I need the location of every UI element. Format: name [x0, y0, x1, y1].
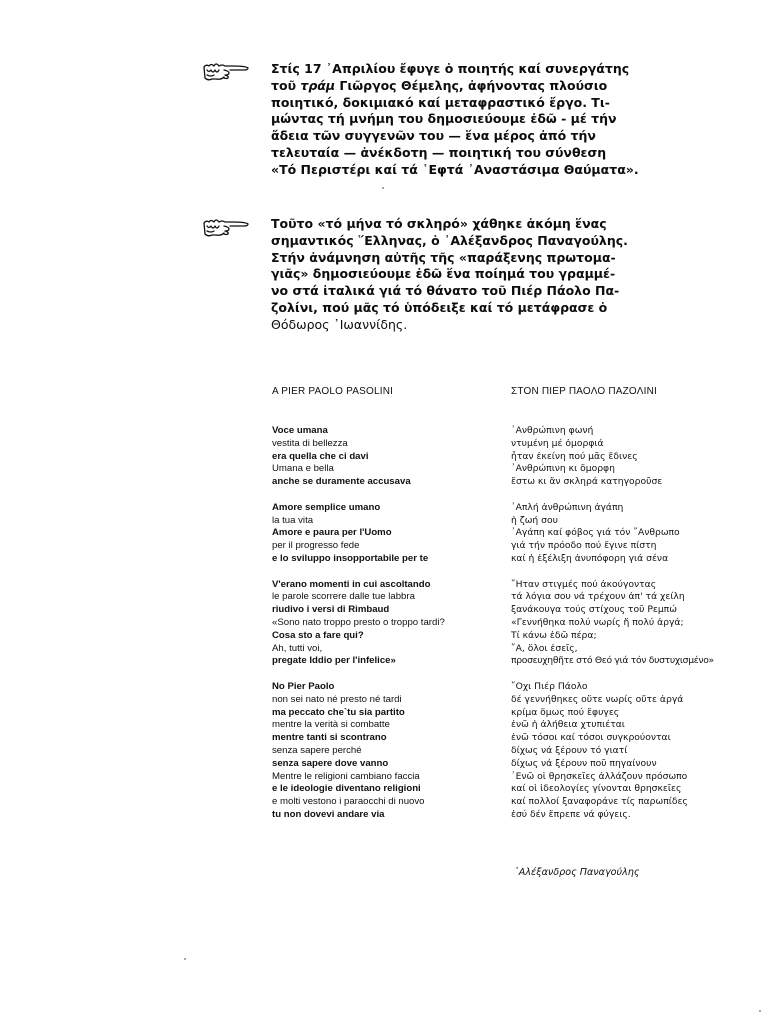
notice-line: Τοῦτο «τό μήνα τό σκληρό» χάθηκε ἀκόμη ἕνας: [271, 216, 607, 231]
notice-line: Στίς 17 ᾿Απριλίου ἔφυγε ὁ ποιητής καί συνεργάτης: [271, 61, 630, 76]
verse-line: ᾿Ενῶ οἱ θρησκεῖες ἀλλάζουν πρόσωπο: [511, 770, 688, 782]
verse-line: Mentre le religioni cambiano faccia: [272, 770, 420, 782]
verse-line: ντυμένη μέ ὀμορφιά: [511, 437, 604, 449]
verse-line: senza sapere dove vanno: [272, 757, 389, 769]
greek-poem: [511, 425, 714, 835]
notice-panagoulis: [271, 216, 641, 334]
magazine-name: τράμ: [300, 77, 336, 93]
italian-poem-title: A PIER PAOLO PASOLINI: [272, 386, 394, 397]
notice-line: Στήν ἀνάμνηση αὐτῆς τῆς «παράξενης πρωτομα-: [271, 249, 616, 265]
italian-poem: [272, 425, 445, 835]
verse-line: ἡ ζωή σου: [511, 514, 558, 526]
verse-line: ῎Ηταν στιγμές πού ἀκούγοντας: [511, 578, 657, 590]
verse-line: δέ γεννήθηκες οὔτε νωρίς οὔτε ἀργά: [511, 693, 684, 705]
verse-line: e molti vestono i paraocchi di nuovo: [272, 796, 425, 808]
verse-line: mentre tanti si scontrano: [272, 732, 387, 744]
verse-line: riudivo i versi di Rimbaud: [272, 604, 390, 616]
poem-stanza: [272, 502, 445, 566]
verse-line: ἐνῶ τόσοι καί τόσοι συγκρούονται: [511, 732, 671, 744]
verse-line: Amore e paura per l'Uomo: [272, 527, 392, 539]
verse-line: Umana e bella: [272, 463, 334, 475]
verse-line: καί ἡ ἐξέλιξη ἀνυπόφορη γιά σένα: [511, 552, 669, 564]
verse-line: ᾿Ανθρώπινη κι ὄμορφη: [511, 463, 615, 475]
verse-line: le parole scorrere dalle tue labbra: [272, 591, 415, 603]
verse-line: καί πολλοί ξαναφοράνε τίς παρωπίδες: [511, 796, 688, 808]
author-signature: ᾿Αλέξανδρος Παναγούλης: [514, 867, 640, 878]
scan-speck: [382, 187, 384, 189]
verse-line: ξανάκουγα τούς στίχους τοῦ Ρεμπώ: [511, 604, 677, 616]
verse-line: ἐσύ δέν ἔπρεπε νά φύγεις.: [511, 808, 631, 820]
poem-stanza: [511, 425, 714, 489]
notice-line: γιᾶς» δημοσιεύουμε ἐδῶ ἕνα ποίημά του γραμμέ-: [271, 266, 616, 282]
notice-line: ζολίνι, πού μᾶς τό ὑπόδειξε καί τό μετάφρασε ὁ: [271, 299, 608, 315]
notice-line: Θόδωρος ᾿Ιωαννίδης.: [271, 316, 408, 332]
poem-stanza: [272, 579, 445, 669]
verse-line: γιά τήν πρόοδο πού ἔγινε πίστη: [511, 540, 657, 552]
scan-speck: [759, 1010, 761, 1012]
poem-stanza: [511, 681, 714, 822]
verse-line: era quella che ci davi: [272, 450, 369, 462]
verse-line: Voce umana: [272, 425, 328, 436]
verse-line: ῎Α, ὅλοι ἐσεῖς,: [511, 642, 578, 654]
verse-line: ἦταν ἐκείνη πού μᾶς ἔδινες: [511, 450, 638, 462]
verse-line: «Sono nato troppo presto o troppo tardi?: [272, 616, 445, 628]
notice-line: νο στά ἰταλικά γιά τό θάνατο τοῦ Πιέρ Πάολο Πα-: [271, 283, 620, 299]
verse-line: καί οἱ ἰδεολογίες γίνονται θρησκεῖες: [511, 783, 682, 795]
verse-line: «Γεννήθηκα πολύ νωρίς ἤ πολύ ἀργά;: [511, 616, 684, 628]
pointing-hand-icon: [202, 58, 250, 84]
pointing-hand-icon: [202, 214, 250, 240]
notice-text: [271, 216, 641, 334]
verse-line: προσευχηθῆτε στό Θεό γιά τόν δυστυχισμένο»: [511, 655, 714, 667]
verse-line: ῎Οχι Πιέρ Πάολο: [511, 680, 588, 692]
notice-line: «Τό Περιστέρι καί τά ῾Εφτά ᾿Αναστάσιμα Θαύματα».: [271, 161, 639, 177]
scan-speck: [184, 958, 186, 960]
notice-line: ἄδεια τῶν συγγενῶν του — ἕνα μέρος ἀπό τήν: [271, 128, 596, 144]
verse-line: tu non dovevi andare via: [272, 808, 385, 820]
verse-line: τά λόγια σου νά τρέχουν ἀπ' τά χείλη: [511, 591, 685, 603]
verse-line: Cosa sto a fare qui?: [272, 629, 364, 641]
verse-line: e le ideologie diventano religioni: [272, 783, 421, 795]
verse-line: ᾿Ανθρώπινη φωνή: [511, 425, 594, 436]
verse-line: anche se duramente accusava: [272, 476, 411, 488]
poem-stanza: [272, 681, 445, 822]
verse-line: vestita di bellezza: [272, 437, 348, 449]
verse-line: e lo sviluppo insopportabile per te: [272, 552, 429, 564]
verse-line: δίχως νά ξέρουν ποῦ πηγαίνουν: [511, 757, 657, 769]
verse-line: Amore semplice umano: [272, 501, 381, 513]
verse-line: senza sapere perché: [272, 744, 362, 756]
notice-line: τελευταία — ἀνέκδοτη — ποιητική του σύνθεση: [271, 144, 607, 160]
poem-stanza: [511, 579, 714, 669]
verse-line: V'erano momenti in cui ascoltando: [272, 578, 431, 590]
verse-line: No Pier Paolo: [272, 680, 335, 692]
verse-line: ἐνῶ ἡ ἀλήθεια χτυπιέται: [511, 719, 625, 731]
notice-text: [271, 61, 639, 179]
verse-line: non sei nato né presto né tardi: [272, 693, 402, 705]
verse-line: Ah, tutti voi,: [272, 642, 323, 654]
verse-line: ᾿Απλή ἀνθρώπινη ἀγάπη: [511, 501, 624, 513]
greek-poem-title: ΣΤΟΝ ΠΙΕΡ ΠΑΟΛΟ ΠΑΖΟΛΙΝΙ: [511, 386, 657, 397]
verse-line: ma peccato che`tu sia partito: [272, 706, 405, 718]
notice-line: μώντας τή μνήμη του δημοσιεύουμε ἐδῶ - μέ τήν: [271, 111, 617, 127]
verse-line: δίχως νά ξέρουν τό γιατί: [511, 744, 628, 756]
notice-themelis: [271, 61, 639, 179]
poem-stanza: [272, 425, 445, 489]
verse-line: pregate Iddio per l'infelice»: [272, 655, 396, 667]
notice-line: τοῦ τράμ Γιῶργος Θέμελης, ἀφήνοντας πλούσιο: [271, 77, 608, 93]
verse-line: per il progresso fede: [272, 540, 360, 552]
poem-stanza: [511, 502, 714, 566]
notice-line: σημαντικός ῞Ελληνας, ὁ ᾿Αλέξανδρος Παναγούλης.: [271, 232, 628, 248]
notice-line: ποιητικό, δοκιμιακό καί μεταφραστικό ἔργο. Τι-: [271, 94, 610, 110]
verse-line: Τί κάνω ἐδῶ πέρα;: [511, 629, 597, 641]
verse-line: la tua vita: [272, 514, 314, 526]
verse-line: κρίμα ὅμως πού ἔφυγες: [511, 706, 620, 718]
verse-line: ἔστω κι ἄν σκληρά κατηγοροῦσε: [511, 476, 663, 488]
verse-line: mentre la verità si combatte: [272, 719, 390, 731]
verse-line: ᾿Αγάπη καί φόβος γιά τόν ῎Ανθρωπο: [511, 527, 680, 539]
